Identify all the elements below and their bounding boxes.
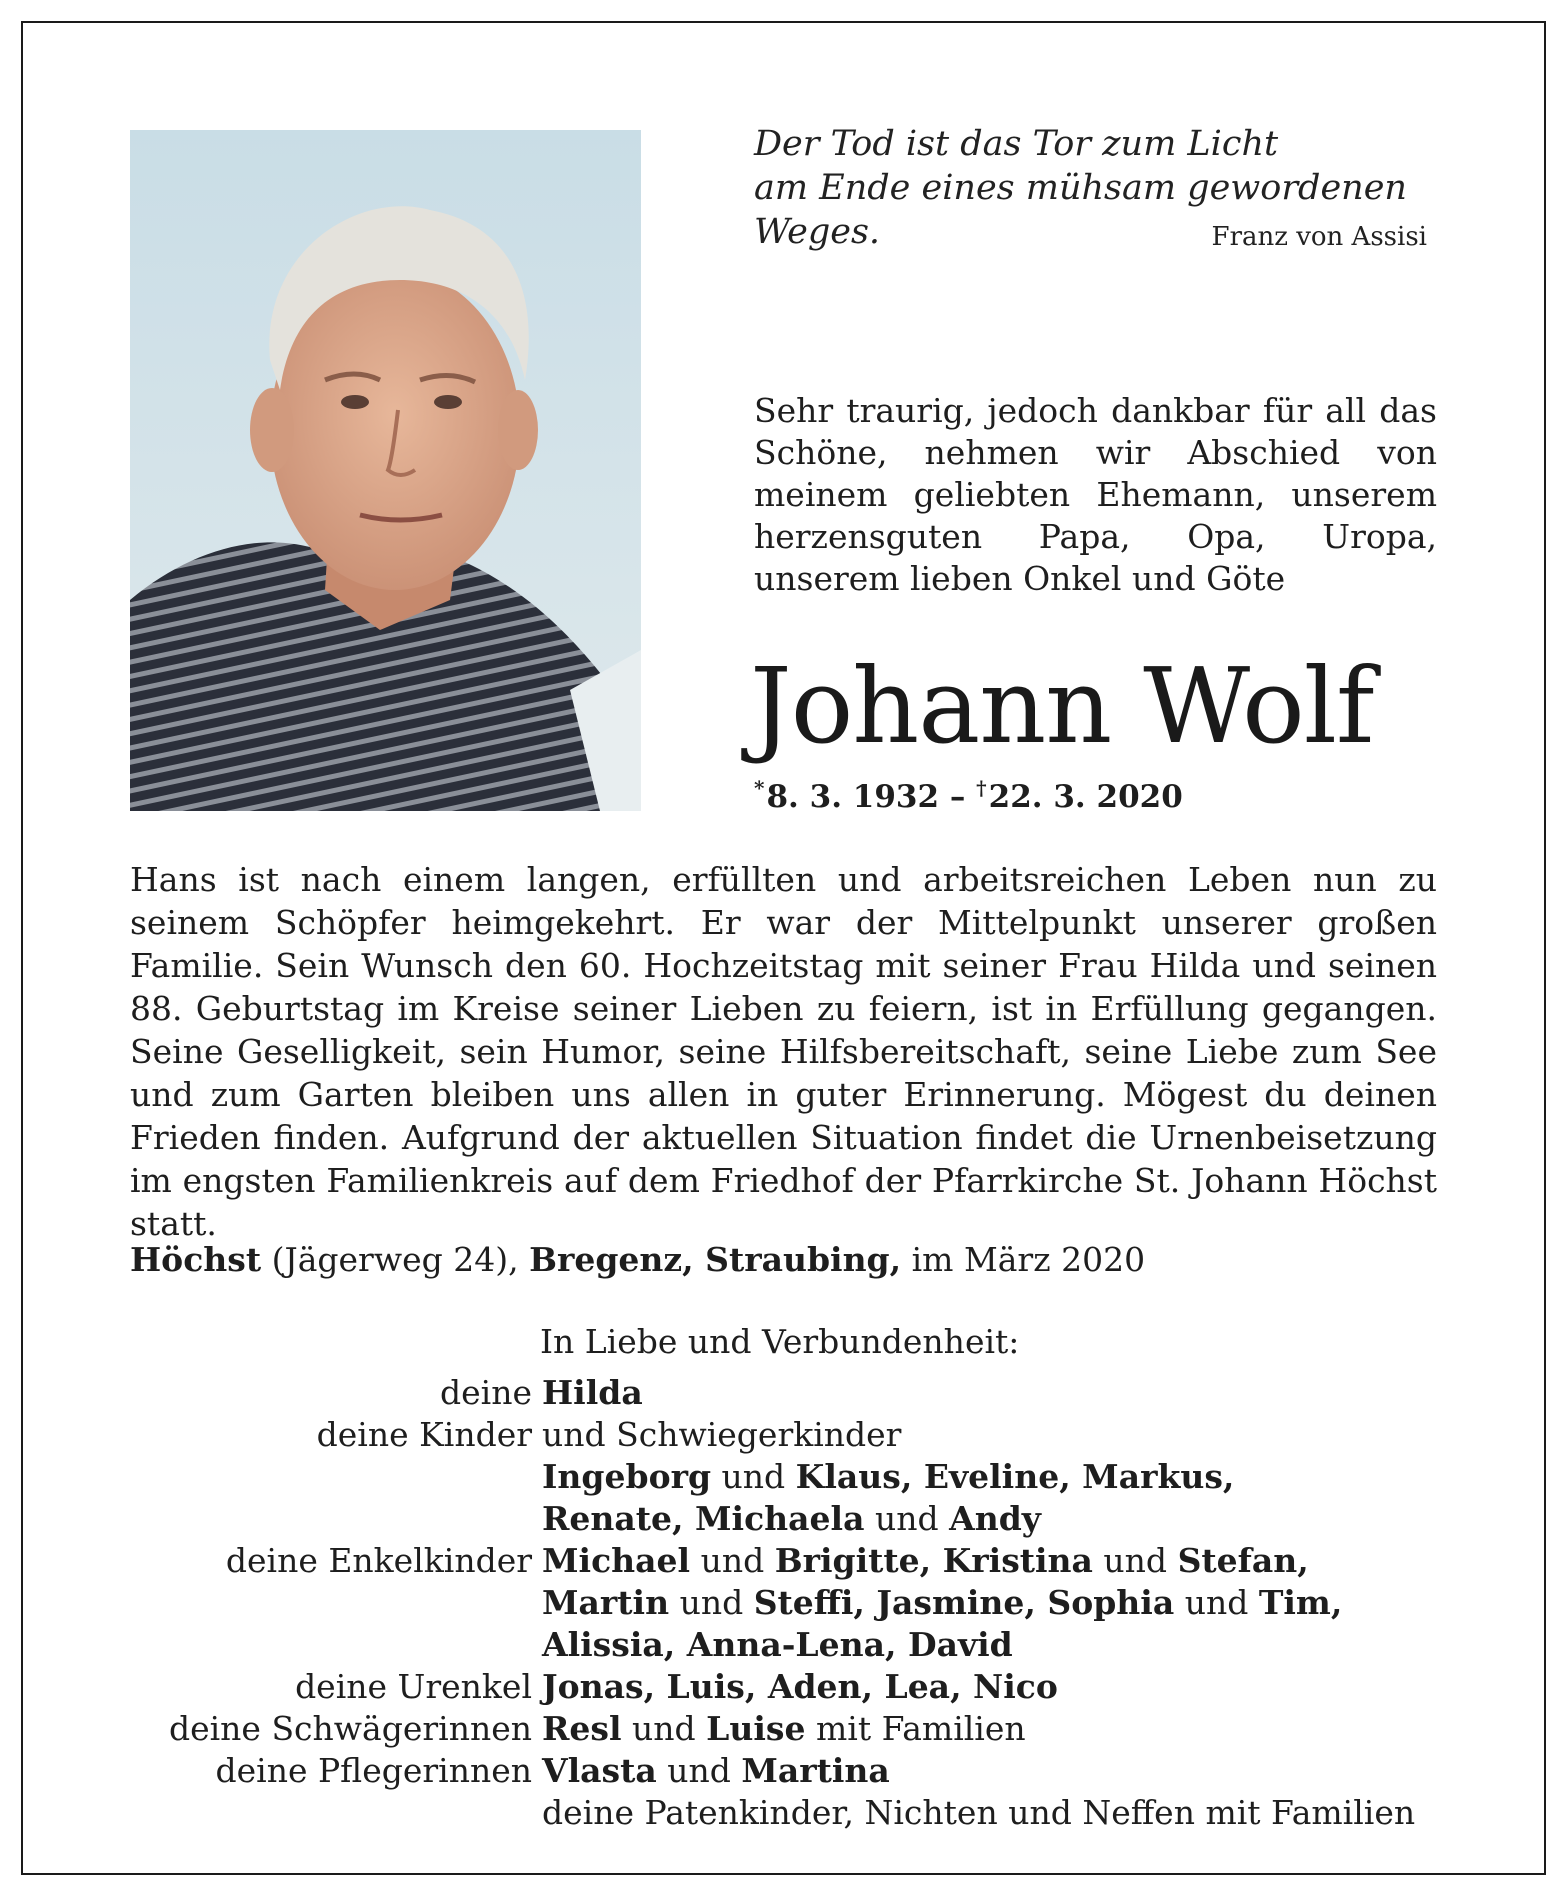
mourner-name: Renate, Michaela bbox=[542, 1499, 865, 1538]
mourner-row bbox=[130, 1624, 1415, 1666]
mourner-name: Steffi, Jasmine, Sophia bbox=[753, 1583, 1175, 1622]
mourner-row bbox=[130, 1456, 1415, 1498]
mourner-connector: deine Patenkinder, Nichten und Neffen mit Familien bbox=[542, 1793, 1416, 1832]
quote-line-1: Der Tod ist das Tor zum Licht bbox=[754, 124, 1279, 164]
date-separator: – bbox=[949, 779, 966, 815]
birth-date: 8. 3. 1932 bbox=[766, 779, 940, 815]
mourner-row bbox=[130, 1666, 1415, 1708]
mourner-name: Andy bbox=[949, 1499, 1041, 1538]
intro-text: Sehr traurig, jedoch dankbar für all das Schöne, nehmen wir Abschied von meinem geliebten Ehemann, unserem herzensguten Papa, Opa, Uropa, unserem lieben Onkel und Göte bbox=[754, 391, 1437, 598]
mourner-name: Luise bbox=[706, 1709, 806, 1748]
mourner-names bbox=[542, 1582, 1415, 1624]
mourner-name: Stefan, bbox=[1177, 1541, 1309, 1580]
mourner-names bbox=[542, 1498, 1415, 1540]
mourner-name: Michael bbox=[542, 1541, 691, 1580]
mourner-relation bbox=[130, 1582, 542, 1624]
mourner-connector: und bbox=[864, 1499, 950, 1538]
mourner-relation: deine Urenkel bbox=[295, 1667, 532, 1706]
mourner-names bbox=[542, 1372, 1415, 1414]
mourner-row bbox=[130, 1582, 1415, 1624]
mourner-row bbox=[130, 1792, 1415, 1834]
mourner-name: Resl bbox=[542, 1709, 622, 1748]
mourner-relation bbox=[130, 1498, 542, 1540]
mourner-connector: und bbox=[669, 1583, 754, 1622]
mourner-relation: deine Kinder bbox=[316, 1415, 532, 1454]
portrait-photo bbox=[130, 130, 641, 811]
mourner-name: Martina bbox=[741, 1751, 890, 1790]
mourner-relation: deine Enkelkinder bbox=[225, 1541, 532, 1580]
mourner-names bbox=[542, 1750, 1415, 1792]
mourner-names bbox=[542, 1708, 1415, 1750]
mourners-list bbox=[130, 1372, 1415, 1834]
life-dates bbox=[754, 776, 1183, 815]
mourner-names bbox=[542, 1624, 1415, 1666]
mourner-row bbox=[130, 1750, 1415, 1792]
death-symbol: † bbox=[976, 776, 987, 800]
obituary-text: Hans ist nach einem langen, erfüllten und arbeitsreichen Leben nun zu seinem Schöpfer heimgekehrt. Er war der Mittelpunkt unserer großen Familie. Sein Wunsch den 60. Hochzeitstag mit seiner Frau Hilda und seinen 88. Geburtstag im Kreise seiner Lieben zu feiern, ist in Erfüllung gegangen. Seine Geselligkeit, sein Humor, seine Hilfsbereitschaft, seine Liebe zum See und zum Garten bleiben uns allen in guter Erinnerung. Mögest du deinen Frieden finden. Aufgrund der aktuellen Situation findet die Urnenbeisetzung im engsten Familienkreis auf dem Friedhof der Pfarrkirche St. Johann Höchst statt. bbox=[130, 860, 1437, 1243]
mourner-relation bbox=[130, 1624, 542, 1666]
mourner-relation: deine Schwägerinnen bbox=[168, 1709, 532, 1748]
mourner-name: Tim, bbox=[1258, 1583, 1343, 1622]
mourner-row bbox=[130, 1540, 1415, 1582]
place-and-date bbox=[130, 1238, 1145, 1281]
mourner-connector: und bbox=[711, 1457, 796, 1496]
mourner-names bbox=[542, 1792, 1415, 1834]
mourner-connector: und bbox=[621, 1709, 707, 1748]
mourner-connector: und bbox=[1092, 1541, 1178, 1580]
mourner-relation bbox=[130, 1792, 542, 1834]
mourner-connector: und Schwiegerkinder bbox=[542, 1415, 902, 1454]
place-others: Bregenz, Straubing, bbox=[529, 1240, 902, 1279]
mourner-names bbox=[542, 1540, 1415, 1582]
mourner-row bbox=[130, 1498, 1415, 1540]
birth-symbol: * bbox=[754, 776, 765, 800]
mourner-names bbox=[542, 1456, 1415, 1498]
mourner-connector: und bbox=[656, 1751, 742, 1790]
mourner-relation bbox=[130, 1456, 542, 1498]
death-date: 22. 3. 2020 bbox=[988, 779, 1183, 815]
mourner-relation: deine bbox=[440, 1373, 532, 1412]
mourner-row bbox=[130, 1708, 1415, 1750]
mourner-row bbox=[130, 1372, 1415, 1414]
deceased-name: Johann Wolf bbox=[750, 645, 1374, 767]
mourner-connector: und bbox=[690, 1541, 775, 1580]
mourner-row bbox=[130, 1414, 1415, 1456]
closing-line: In Liebe und Verbundenheit: bbox=[540, 1322, 1020, 1361]
mourner-name: Klaus, Eveline, Markus, bbox=[795, 1457, 1235, 1496]
mourner-names bbox=[542, 1666, 1415, 1708]
mourner-name: Ingeborg bbox=[542, 1457, 712, 1496]
mourner-connector: mit Familien bbox=[805, 1709, 1026, 1748]
quote-line-2: am Ende eines mühsam gewordenen Weges. bbox=[754, 168, 1407, 252]
place-address: (Jägerweg 24), bbox=[271, 1240, 519, 1279]
place-town: Höchst bbox=[130, 1240, 262, 1279]
mourner-name: Martin bbox=[542, 1583, 670, 1622]
mourner-relation: deine Pflegerinnen bbox=[215, 1751, 532, 1790]
mourner-names bbox=[542, 1414, 1415, 1456]
mourner-connector: und bbox=[1174, 1583, 1259, 1622]
mourner-name: Alissia, Anna-Lena, David bbox=[542, 1625, 1013, 1664]
mourner-name: Hilda bbox=[542, 1373, 643, 1412]
place-date: im März 2020 bbox=[911, 1240, 1146, 1279]
mourner-name: Vlasta bbox=[542, 1751, 657, 1790]
mourner-name: Jonas, Luis, Aden, Lea, Nico bbox=[542, 1667, 1058, 1706]
mourner-name: Brigitte, Kristina bbox=[774, 1541, 1093, 1580]
quote-author: Franz von Assisi bbox=[1211, 222, 1427, 252]
